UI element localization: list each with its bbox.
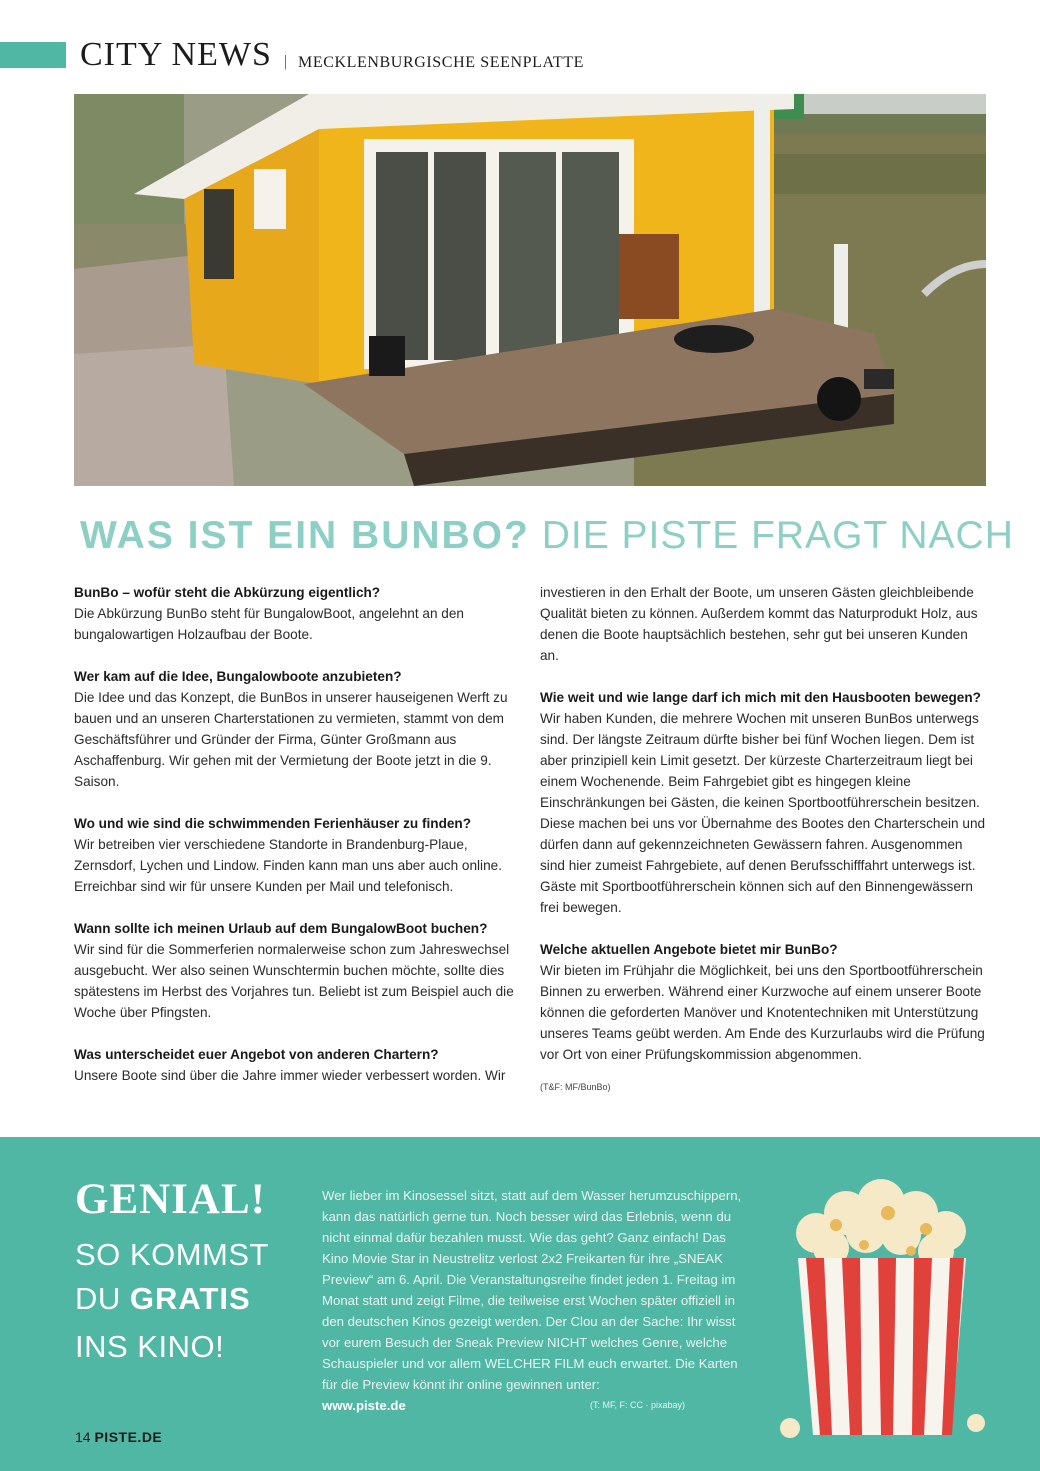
question: Welche aktuellen Angebote bietet mir BunBo?: [540, 942, 838, 957]
question: Wo und wie sind die schwimmenden Ferienhäuser zu finden?: [74, 816, 472, 831]
qa-item: [74, 666, 514, 792]
qa-item: [74, 582, 514, 645]
article-column-right: [540, 582, 988, 1098]
promo-body: [322, 1185, 746, 1416]
qa-item: [540, 939, 988, 1065]
question: BunBo – wofür steht die Abkürzung eigentlich?: [74, 585, 381, 600]
answer: Wir betreiben vier verschiedene Standorte in Brandenburg-Plaue, Zernsdorf, Lychen und Lindow. Finden kann man uns aber auch online. Erreichbar sind wir für unsere Kunden per Mail und telefonisch.: [74, 837, 502, 894]
promo-highlight: GRATIS: [129, 1281, 251, 1316]
promo-line-2: [75, 1281, 251, 1317]
promo-box: [0, 1137, 1040, 1471]
section-title: CITY NEWS: [80, 36, 272, 73]
popcorn-icon: [776, 1173, 988, 1443]
article-credit: (T&F: MF/BunBo): [540, 1082, 611, 1092]
question: Wer kam auf die Idee, Bungalowboote anzubieten?: [74, 669, 402, 684]
promo-line-3: INS KINO!: [75, 1329, 225, 1364]
page-footer: [75, 1429, 162, 1445]
qa-item-continued: [540, 582, 988, 666]
question: Wann sollte ich meinen Urlaub auf dem BungalowBoot buchen?: [74, 921, 488, 936]
promo-link[interactable]: www.piste.de: [322, 1398, 406, 1413]
article-column-left: [74, 582, 514, 1086]
answer: Die Idee und das Konzept, die BunBos in unserer hauseigenen Werft zu bauen und an unseren Charterstationen zu vermieten, stammt von dem Geschäftsführer und Gründer der Firma, Günter Großmann aus Aschaffenburg. Wir gehen mit der Vermietung der Boote jetzt in die 9. Saison.: [74, 690, 508, 789]
answer-part-1: Unsere Boote sind über die Jahre immer wieder verbessert worden. Wir: [74, 1068, 506, 1083]
headline-light: DIE PISTE FRAGT NACH: [541, 514, 1014, 557]
page-number: 14: [75, 1429, 91, 1445]
answer: Wir bieten im Frühjahr die Möglichkeit, bei uns den Sportbootführerschein Binnen zu erwerben. Während einer Kurzwoche auf einem unserer Boote können die geforderten Manöver und Knotentechniken mit Unterstützung unseres Teams geübt werden. Am Ende des Kurzurlaubs wird die Prüfung vor Ort von einer Prüfungskommission abgenommen.: [540, 963, 985, 1062]
qa-item: [74, 1044, 514, 1086]
answer-part-2: investieren in den Erhalt der Boote, um unseren Gästen gleichbleibende Qualität bieten zu können. Außerdem kommt das Naturprodukt Holz, aus denen die Boote hauptsächlich bestehen, sehr gut bei unseren Kunden an.: [540, 585, 978, 663]
promo-line-1: SO KOMMST: [75, 1237, 269, 1272]
promo-body-text: Wer lieber im Kinosessel sitzt, statt auf dem Wasser herumzuschippern, kann das natürlich gerne tun. Noch besser wird das Erlebnis, wenn du nicht einmal dafür bezahlen musst. Wie das geht? Ganz einfach! Das Kino Movie Star in Neustrelitz verlost 2x2 Freikarten für ihre „SNEAK Preview“ am 6. April. Die Veranstaltungsreihe findet jeden 1. Freitag im Monat statt und zeigt Filme, die teilweise erst Wochen später offiziell in den deutschen Kinos gezeigt werden. Der Clou an der Sache: Ihr wisst vor eurem Besuch der Sneak Preview NICHT welches Genre, welche Schauspieler und vor allem WELCHER FILM euch erwartet. Die Karten für die Preview könnt ihr online gewinnen unter:: [322, 1188, 742, 1392]
qa-item: [74, 918, 514, 1023]
header-separator: |: [284, 53, 288, 70]
answer: Wir haben Kunden, die mehrere Wochen mit unseren BunBos unterwegs sind. Der längste Zeitraum dürfte bisher bei fünf Wochen liegen. Dem ist aber prinzipiell kein Limit gesetzt. Der kürzeste Charterzeitraum liegt bei einem Wochenende. Beim Fahrgebiet gibt es hingegen kleine Einschränkungen bei Gästen, die keinen Sportbootführerschein besitzen. Diese machen bei uns vor Übernahme des Bootes den Charterschein und dürfen dann auf gekennzeichneten Gewässern fahren. Ausgenommen sind hier zumeist Fahrgebiete, auf denen Berufsschifffahrt unterwegs ist. Gäste mit Sportbootführerschein können sich auf den Binnengewässern frei bewegen.: [540, 711, 986, 915]
answer: Wir sind für die Sommerferien normalerweise schon zum Jahreswechsel ausgebucht. Wer also seinen Wunschtermin buchen möchte, sollte dies spätestens im Herbst des Vorjahres tun. Beliebt ist zum Beispiel auch die Woche über Pfingsten.: [74, 942, 514, 1020]
question: Wie weit und wie lange darf ich mich mit den Hausbooten bewegen?: [540, 690, 981, 705]
promo-title: GENIAL!: [75, 1176, 266, 1223]
brand-name: PISTE.DE: [94, 1429, 163, 1445]
header-accent-bar: [0, 42, 66, 68]
promo-line-2-text: DU: [75, 1281, 130, 1316]
headline-bold: WAS IST EIN BUNBO?: [80, 514, 530, 557]
answer: Die Abkürzung BunBo steht für BungalowBoot, angelehnt an den bungalowartigen Holzaufbau der Boote.: [74, 606, 464, 642]
promo-credit: (T: MF, F: CC · pixabay): [590, 1400, 686, 1410]
qa-item: [540, 687, 988, 918]
houseboat-photo: [74, 94, 986, 486]
article-headline: [80, 514, 1014, 558]
question: Was unterscheidet euer Angebot von anderen Chartern?: [74, 1047, 439, 1062]
section-subtitle: MECKLENBURGISCHE SEENPLATTE: [298, 54, 584, 71]
qa-item: [74, 813, 514, 897]
houseboat-illustration: [74, 94, 986, 486]
